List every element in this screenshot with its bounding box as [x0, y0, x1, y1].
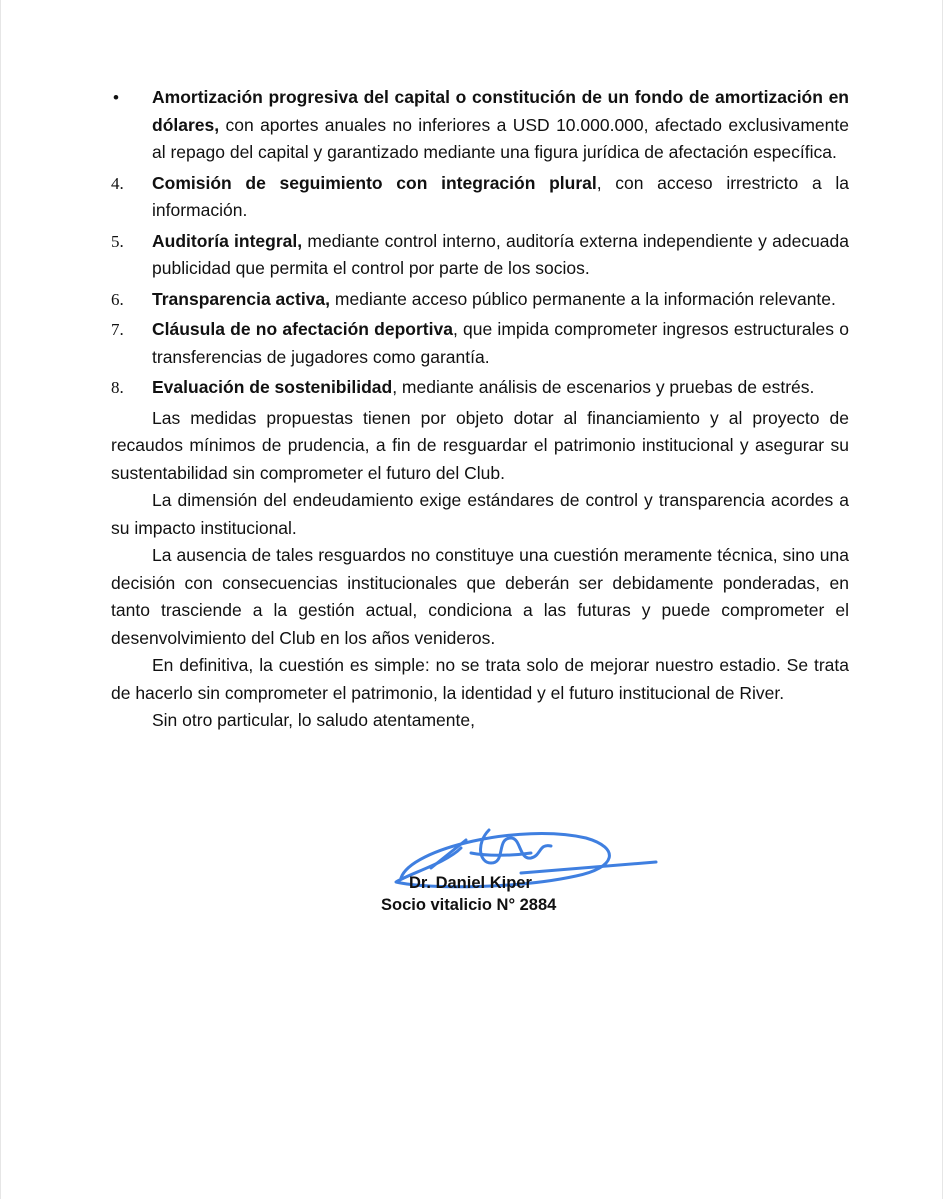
list-item — [111, 84, 849, 167]
signer-title: Socio vitalicio N° 2884 — [381, 896, 557, 914]
list-marker: 7. — [111, 320, 124, 339]
item-heading: Cláusula de no afectación deportiva — [152, 319, 453, 339]
list-marker: 4. — [111, 173, 124, 193]
document-body — [111, 84, 849, 735]
item-text: , con acceso irrestricto a la información. — [152, 172, 849, 220]
list-item — [111, 316, 849, 371]
body-paragraph: La dimensión del endeudamiento exige estándares de control y transparencia acordes a su impacto institucional. — [111, 490, 849, 538]
body-paragraph: En definitiva, la cuestión es simple: no se trata solo de mejorar nuestro estadio. Se trata de hacerlo sin comprometer el patrimonio, la identidad y el futuro institucional de River. — [111, 655, 849, 703]
list-marker: • — [113, 88, 119, 107]
body-paragraph: Las medidas propuestas tienen por objeto dotar al financiamiento y al proyecto de recaudos mínimos de prudencia, a fin de resguardar el patrimonio institucional y asegurar su sustentabilidad sin comprometer el futuro del Club. — [111, 407, 849, 483]
item-text: con aportes anuales no inferiores a USD 10.000.000, afectado exclusivamente al repago del capital y garantizado mediante una figura jurídica de afectación específica. — [152, 114, 849, 162]
list-item — [111, 170, 849, 225]
list-marker: 5. — [111, 231, 124, 251]
item-text: mediante control interno, auditoría externa independiente y adecuada publicidad que permita el control por parte de los socios. — [152, 230, 850, 278]
item-heading: Amortización progresiva del capital o constitución de un fondo de amortización en dólares, — [152, 87, 849, 135]
item-heading: Auditoría integral, — [152, 230, 303, 251]
closing-line: Sin otro particular, lo saludo atentamente, — [152, 710, 475, 730]
item-heading: Evaluación de sostenibilidad — [152, 377, 393, 397]
list-item — [111, 228, 849, 283]
signature-block — [371, 818, 671, 928]
item-text: , que impida comprometer ingresos estructurales o transferencias de jugadores como garantía. — [152, 319, 849, 367]
item-heading: Transparencia activa, — [152, 288, 331, 309]
signer-name: Dr. Daniel Kiper — [409, 874, 532, 892]
item-text: , mediante análisis de escenarios y pruebas de estrés. — [392, 377, 815, 397]
body-paragraph: La ausencia de tales resguardos no constituye una cuestión meramente técnica, sino una decisión con consecuencias institucionales que deberán ser debidamente ponderadas, en tanto trasciende a la gestión actual, condiciona a las futuras y puede comprometer el desenvolvimiento del Club en los años venideros. — [111, 545, 849, 648]
item-heading: Comisión de seguimiento con integración plural — [152, 172, 597, 193]
list-item — [111, 374, 849, 402]
list-marker: 6. — [111, 289, 124, 309]
list-item — [111, 286, 849, 314]
item-text: mediante acceso público permanente a la información relevante. — [330, 288, 836, 309]
list-marker: 8. — [111, 378, 124, 397]
